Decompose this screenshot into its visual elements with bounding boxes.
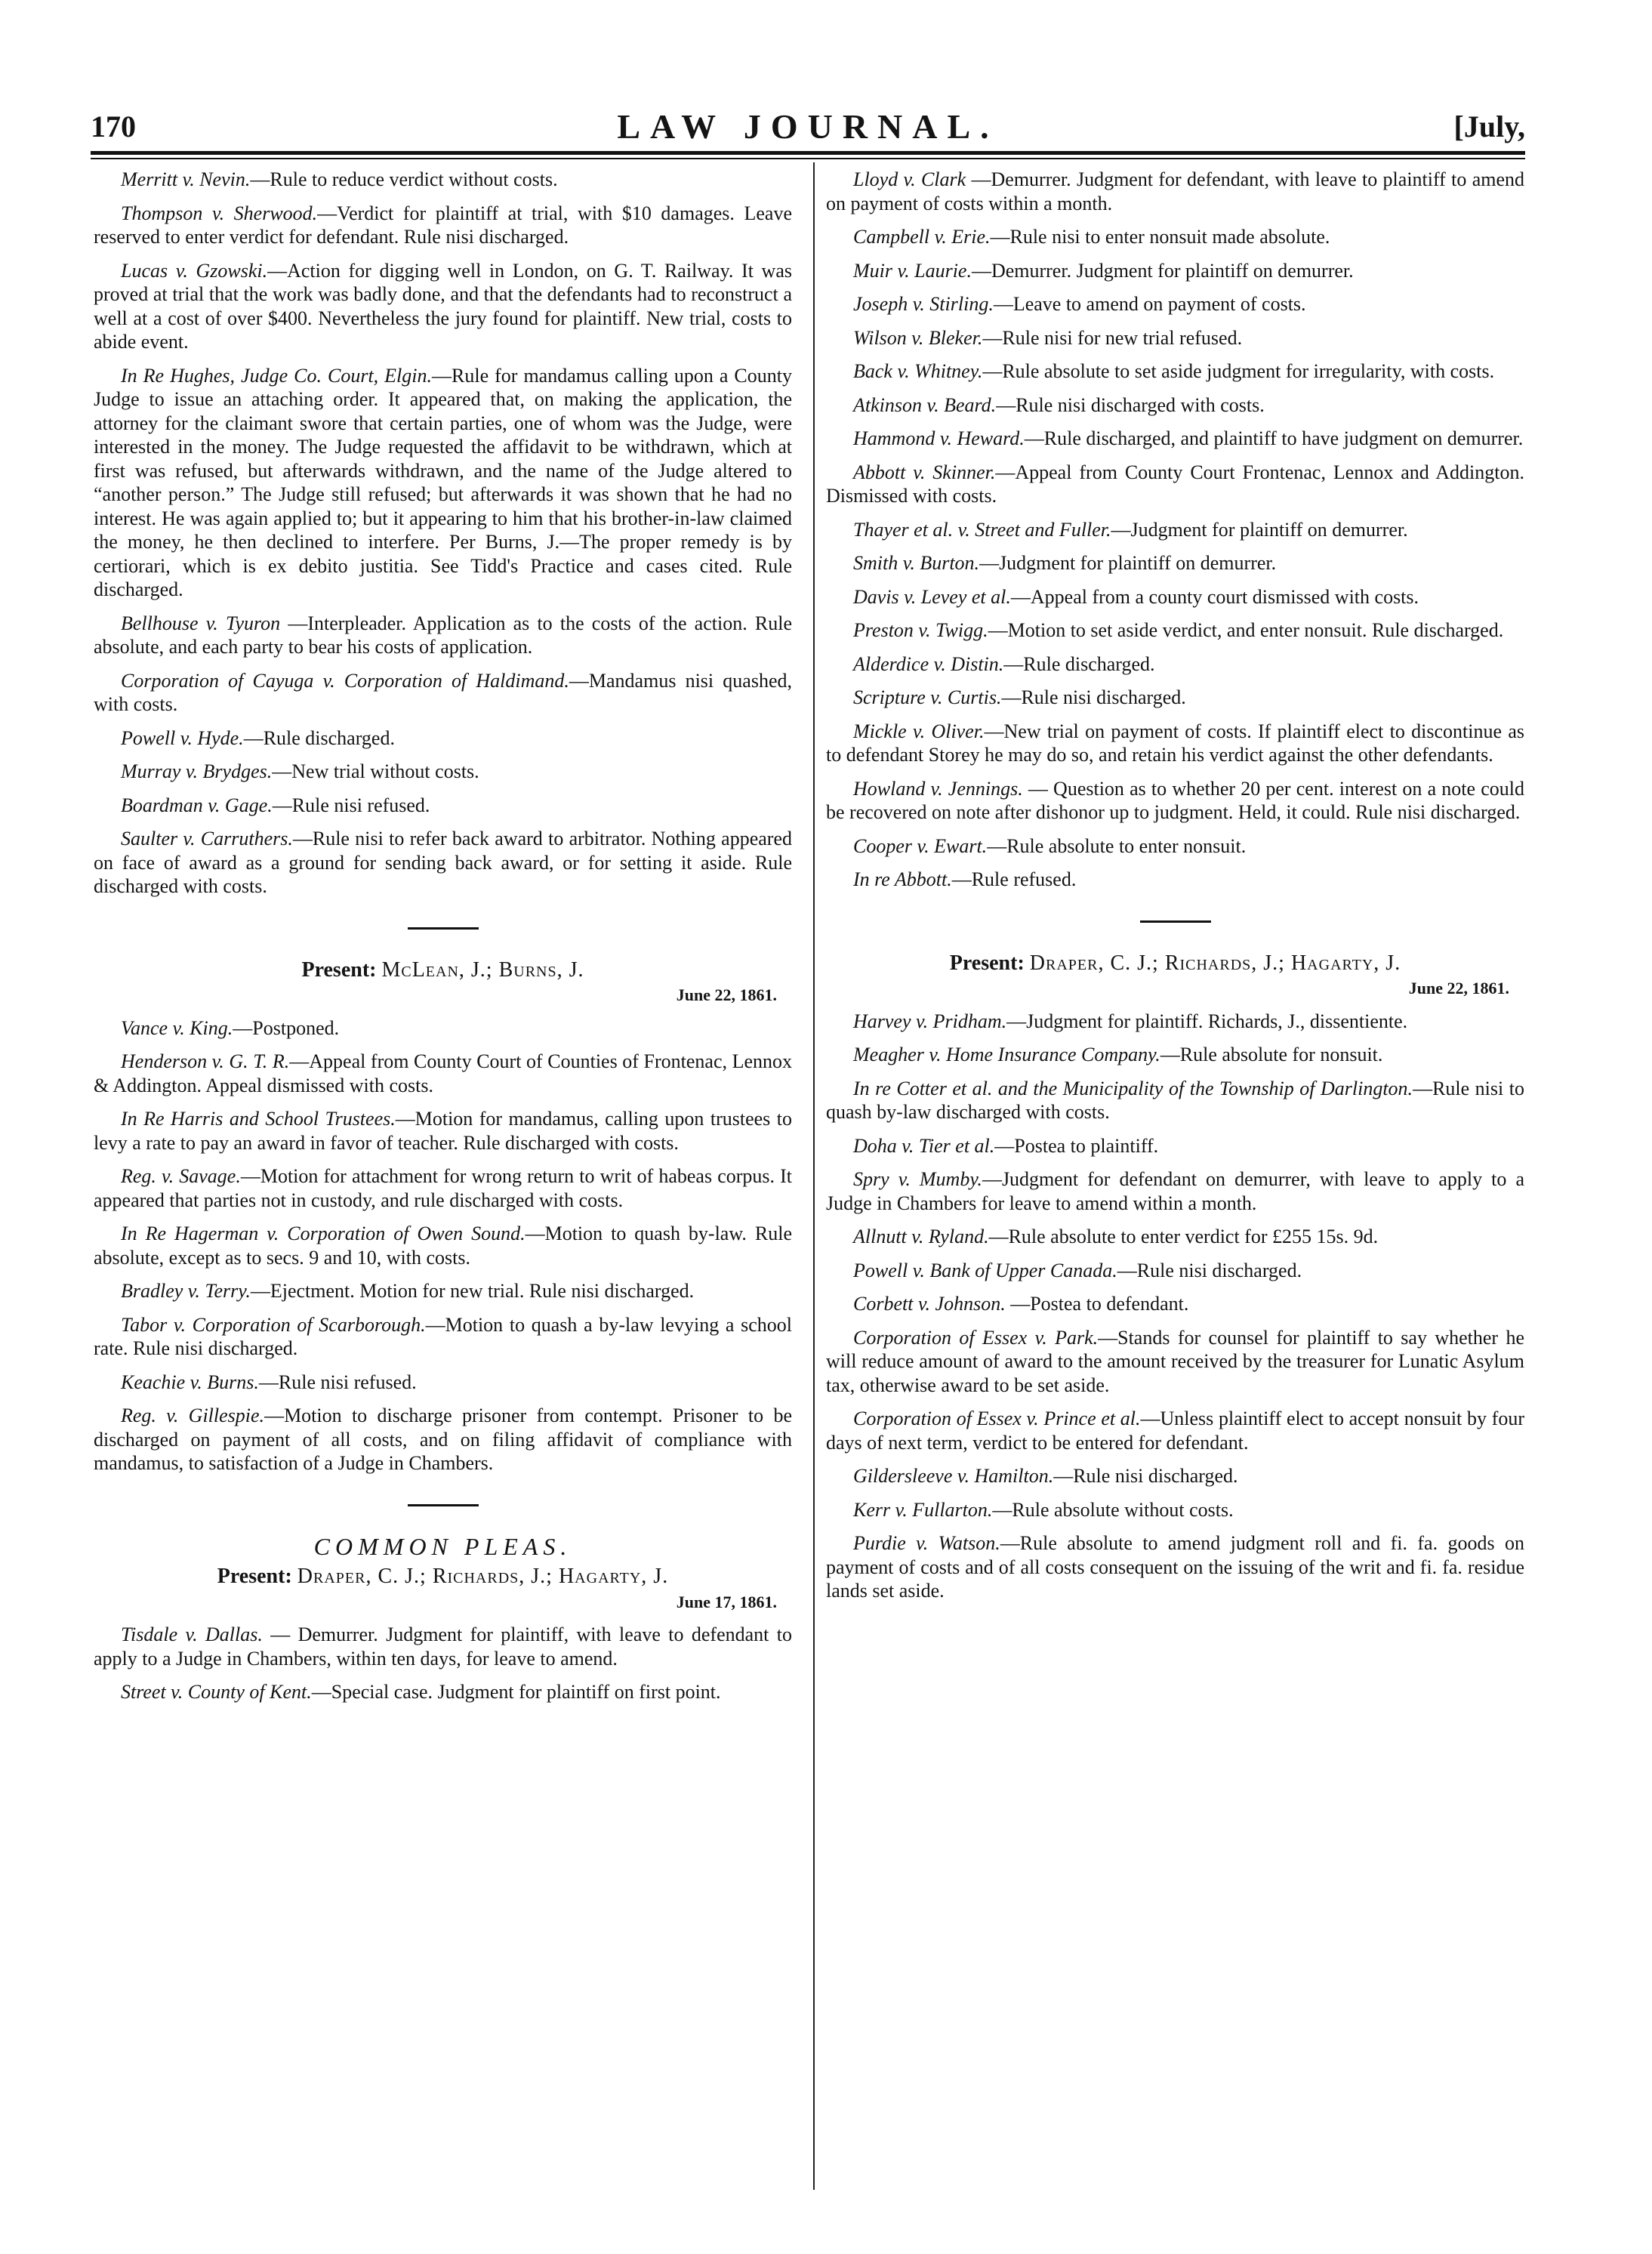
case-ruling: —Special case. Judgment for plaintiff on first point. — [311, 1681, 721, 1703]
case-entry — [826, 1464, 1524, 1488]
case-ruling: —Motion to quash by-law. Rule absolute, except as to secs. 9 and 10, with costs. — [94, 1223, 793, 1269]
running-month: [July, — [1453, 109, 1525, 143]
case-entry — [94, 827, 792, 899]
session-date: June 22, 1861. — [676, 985, 777, 1004]
case-entry — [94, 669, 792, 717]
case-name: Street v. County of Kent. — [121, 1681, 312, 1703]
case-entry — [826, 777, 1524, 825]
case-name: Mickle v. Oliver. — [853, 720, 985, 742]
case-name: Atkinson v. Beard. — [853, 393, 997, 416]
case-ruling: —Appeal from County Court of Counties of Frontenac, Lennox & Addington. Appeal dismissed with costs. — [94, 1050, 792, 1096]
present-judges: Draper, C. J.; Richards, J.; Hagarty, J. — [1029, 951, 1401, 975]
case-name: Bellhouse v. Tyuron — [121, 612, 281, 634]
case-name: Allnutt v. Ryland. — [853, 1226, 989, 1247]
case-name: Howland v. Jennings. — [853, 777, 1023, 800]
case-ruling: —Rule absolute to enter verdict for £255 15s. 9d. — [988, 1226, 1379, 1247]
case-ruling: —Motion to set aside verdict, and enter nonsuit. Rule discharged. — [988, 619, 1504, 641]
case-ruling: —New trial on payment of costs. If plaintiff elect to discontinue as to defendant Storey he may do so, and retain his verdict against the other defendants. — [826, 720, 1524, 766]
case-name: Kerr v. Fullarton. — [853, 1498, 993, 1521]
section-separator — [408, 927, 479, 930]
case-entry — [94, 1279, 792, 1303]
entry-group — [94, 168, 792, 899]
case-name: Lloyd v. Clark — [853, 168, 966, 190]
section-separator — [408, 1504, 479, 1506]
case-name: Corporation of Cayuga v. Corporation of Haldimand. — [121, 669, 569, 692]
case-name: Meagher v. Home Insurance Company. — [853, 1044, 1160, 1065]
case-ruling: —Judgment for plaintiff on demurrer. — [979, 552, 1277, 574]
case-entry — [94, 794, 792, 818]
case-name: In re Cotter et al. and the Municipality of the Township of Darlington. — [853, 1077, 1413, 1099]
case-ruling: —Rule nisi to refer back award to arbitrator. Nothing appeared on face of award as a ground for sending back award, or for setting it aside. Rule discharged with costs. — [94, 828, 792, 897]
case-name: Joseph v. Stirling. — [853, 293, 994, 315]
present-label: Present: — [301, 957, 377, 982]
case-ruling: —Rule absolute to set aside judgment for irregularity, with costs. — [982, 360, 1495, 382]
case-ruling: —Rule absolute to enter nonsuit. — [987, 834, 1247, 857]
case-ruling: —Rule absolute to amend judgment roll and fi. fa. goods on payment of costs and of all costs consequent on the issuing of the writ and fi. fa. residue lands set aside. — [826, 1532, 1524, 1602]
case-ruling: —Postponed. — [233, 1016, 340, 1039]
present-line — [826, 951, 1524, 976]
present-line — [94, 1565, 792, 1589]
case-ruling: —Motion to quash a by-law levying a school rate. Rule nisi discharged. — [94, 1313, 792, 1359]
case-entry — [826, 1010, 1524, 1034]
case-name: Henderson v. G. T. R. — [121, 1050, 290, 1072]
present-judges: McLean, J.; Burns, J. — [381, 957, 584, 982]
case-name: Vance v. King. — [121, 1016, 233, 1039]
case-entry — [826, 461, 1524, 508]
case-entry — [826, 225, 1524, 249]
present-judges: Draper, C. J.; Richards, J.; Hagarty, J. — [297, 1565, 669, 1588]
case-entry — [826, 652, 1524, 677]
case-ruling: — Demurrer. Judgment for plaintiff, with leave to defendant to apply to a Judge in Chambers, within ten days, for leave to amend. — [94, 1623, 792, 1670]
case-ruling: —Rule to reduce verdict without costs. — [250, 168, 558, 190]
case-name: Powell v. Bank of Upper Canada. — [853, 1259, 1117, 1281]
left-column — [94, 168, 792, 1714]
case-ruling: —Demurrer. Judgment for plaintiff on demurrer. — [971, 259, 1354, 282]
case-name: Boardman v. Gage. — [121, 794, 273, 816]
case-entry — [94, 202, 792, 249]
case-ruling: —Rule nisi discharged. — [1117, 1259, 1302, 1281]
entry-group — [94, 1016, 792, 1475]
case-entry — [826, 1498, 1524, 1522]
case-ruling: —Stands for counsel for plaintiff to say whether he will reduce amount of award to the amount received by the treasurer for Lunatic Asylum tax, otherwise award to be set aside. — [826, 1326, 1524, 1396]
case-name: Wilson v. Bleker. — [853, 326, 983, 349]
case-entry — [826, 720, 1524, 767]
case-entry — [826, 618, 1524, 643]
case-entry — [826, 1326, 1524, 1398]
case-ruling: —Rule nisi refused. — [258, 1371, 417, 1393]
case-ruling: —Rule discharged, and plaintiff to have judgment on demurrer. — [1024, 427, 1524, 449]
entry-group — [826, 168, 1524, 892]
case-ruling: —Rule nisi discharged. — [1001, 686, 1186, 708]
case-entry — [826, 1292, 1524, 1316]
case-name: Muir v. Laurie. — [853, 259, 972, 282]
case-ruling: —Rule discharged. — [1003, 652, 1155, 675]
session-date: June 17, 1861. — [676, 1592, 777, 1611]
case-entry — [826, 359, 1524, 384]
case-ruling: — Question as to whether 20 per cent. interest on a note could be recovered on note after dishonor up to judgment. Held, it could. Rule nisi discharged. — [826, 777, 1524, 823]
case-entry — [826, 393, 1524, 418]
case-ruling: —Rule nisi to enter nonsuit made absolute. — [990, 226, 1330, 248]
case-name: Lucas v. Gzowski. — [121, 259, 268, 282]
case-ruling: —Appeal from County Court Frontenac, Lennox and Addington. Dismissed with costs. — [826, 461, 1525, 507]
case-entry — [94, 1623, 792, 1670]
case-name: Reg. v. Gillespie. — [121, 1405, 265, 1426]
case-entry — [826, 1134, 1524, 1158]
case-name: Campbell v. Erie. — [853, 226, 991, 248]
case-entry — [826, 427, 1524, 451]
case-ruling: —Rule refused. — [951, 868, 1077, 890]
journal-title: LAW JOURNAL. — [617, 107, 999, 146]
case-name: Reg. v. Savage. — [121, 1165, 241, 1187]
case-entry — [826, 1259, 1524, 1283]
case-name: Tabor v. Corporation of Scarborough. — [121, 1313, 426, 1336]
case-name: Thompson v. Sherwood. — [121, 202, 318, 224]
case-ruling: —Rule absolute without costs. — [992, 1498, 1234, 1521]
case-name: Corporation of Essex v. Park. — [853, 1326, 1099, 1349]
case-name: In Re Hagerman v. Corporation of Owen Sound. — [121, 1223, 525, 1244]
case-name: Abbott v. Skinner. — [853, 461, 996, 483]
case-ruling: —Ejectment. Motion for new trial. Rule nisi discharged. — [250, 1280, 695, 1302]
case-entry — [94, 1164, 792, 1212]
case-ruling: —Mandamus nisi quashed, with costs. — [94, 669, 792, 715]
case-entry — [826, 834, 1524, 859]
case-name: Murray v. Brydges. — [121, 760, 273, 782]
case-entry — [826, 518, 1524, 542]
case-name: Saulter v. Carruthers. — [121, 828, 293, 849]
header-rule-thin — [91, 158, 1525, 159]
case-name: Harvey v. Pridham. — [853, 1010, 1007, 1032]
entry-group — [826, 1010, 1524, 1603]
case-ruling: —Postea to plaintiff. — [994, 1134, 1159, 1157]
case-entry — [826, 1407, 1524, 1454]
case-entry — [94, 1404, 792, 1475]
case-entry — [94, 726, 792, 751]
case-entry — [94, 612, 792, 659]
case-entry — [94, 1222, 792, 1269]
case-entry — [94, 1107, 792, 1155]
case-entry — [94, 364, 792, 602]
session-date: June 22, 1861. — [1408, 979, 1509, 997]
case-entry — [826, 259, 1524, 283]
case-ruling: —Appeal from a county court dismissed with costs. — [1010, 585, 1419, 608]
case-name: Cooper v. Ewart. — [853, 834, 988, 857]
case-name: Purdie v. Watson. — [853, 1532, 1000, 1554]
case-ruling: —Verdict for plaintiff at trial, with $10 damages. Leave reserved to enter verdict for defendant. Rule nisi discharged. — [94, 202, 792, 248]
section-title: COMMON PLEAS. — [313, 1532, 572, 1560]
case-name: Davis v. Levey et al. — [853, 585, 1011, 608]
case-entry — [826, 585, 1524, 609]
case-ruling: —Motion for attachment for wrong return to writ of habeas corpus. It appeared that parties not in custody, and rule discharged with costs. — [94, 1165, 793, 1211]
case-ruling: —Postea to defendant. — [1005, 1293, 1189, 1315]
case-name: Preston v. Twigg. — [853, 619, 988, 641]
case-name: Corporation of Essex v. Prince et al. — [853, 1408, 1141, 1429]
case-name: Back v. Whitney. — [853, 360, 983, 382]
header-rule — [91, 151, 1525, 155]
present-label: Present: — [217, 1565, 292, 1588]
case-name: In re Abbott. — [853, 868, 952, 890]
case-entry — [826, 1531, 1524, 1603]
case-name: Alderdice v. Distin. — [853, 652, 1004, 675]
section-separator — [1140, 920, 1211, 923]
case-name: Tisdale v. Dallas. — [121, 1623, 263, 1645]
present-label: Present: — [949, 951, 1025, 975]
case-ruling: —Judgment for plaintiff on demurrer. — [1111, 518, 1408, 541]
present-line — [94, 958, 792, 982]
case-name: Powell v. Hyde. — [121, 726, 244, 749]
case-name: Keachie v. Burns. — [121, 1371, 259, 1393]
case-ruling: —Judgment for plaintiff. Richards, J., dissentiente. — [1006, 1010, 1408, 1032]
case-ruling: —Leave to amend on payment of costs. — [993, 293, 1306, 315]
case-name: Bradley v. Terry. — [121, 1280, 251, 1302]
column-divider — [813, 162, 815, 2190]
case-name: Thayer et al. v. Street and Fuller. — [853, 518, 1111, 541]
case-ruling: —Rule nisi refused. — [272, 794, 430, 816]
case-name: Doha v. Tier et al. — [853, 1134, 995, 1157]
case-ruling: —Motion for mandamus, calling upon trustees to levy a rate to pay an award in favor of teacher. Rule discharged with costs. — [94, 1108, 792, 1154]
case-entry — [826, 292, 1524, 316]
case-name: In Re Hughes, Judge Co. Court, Elgin. — [121, 364, 433, 387]
case-entry — [94, 1680, 792, 1704]
case-entry — [826, 551, 1524, 575]
case-entry — [826, 1077, 1524, 1124]
case-ruling: —Judgment for defendant on demurrer, with leave to apply to a Judge in Chambers for leave to amend within a month. — [826, 1168, 1525, 1214]
entry-group — [94, 1623, 792, 1704]
case-entry — [94, 1313, 792, 1361]
right-column — [826, 168, 1524, 1613]
case-ruling: —Rule nisi for new trial refused. — [982, 326, 1243, 349]
case-ruling: —New trial without costs. — [272, 760, 479, 782]
case-ruling: —Motion to discharge prisoner from contempt. Prisoner to be discharged on payment of all costs, and on filing affidavit of compliance with mandamus, to satisfaction of a Judge in Chambers. — [94, 1405, 793, 1474]
page-header — [91, 104, 1525, 150]
case-name: Scripture v. Curtis. — [853, 686, 1002, 708]
page-number: 170 — [91, 109, 136, 143]
case-ruling: —Unless plaintiff elect to accept nonsuit by four days of next term, verdict to be entered for defendant. — [826, 1408, 1524, 1454]
case-name: Corbett v. Johnson. — [853, 1293, 1006, 1315]
case-entry — [826, 1167, 1524, 1215]
case-entry — [94, 760, 792, 784]
case-name: Smith v. Burton. — [853, 552, 980, 574]
case-entry — [826, 686, 1524, 710]
case-ruling: —Rule discharged. — [243, 726, 395, 749]
case-name: In Re Harris and School Trustees. — [121, 1108, 396, 1130]
case-ruling: —Rule for mandamus calling upon a County Judge to issue an attaching order. It appeared that, on making the application, the attorney for the claimant swore that certain parties, one of whom was the Judge, were interested in the money. The Judge requested the affidavit to be withdrawn, which at first was refused, but afterwards withdrawn, and the name of the Judge altered to “another person.” The Judge still refused; but afterwards it was shown that he had no interest. He was again applied to; but it appearing to him that his brother-in-law claimed the money, he then declined to interfere. Per Burns, J.—The proper remedy is by certiorari, which is ex debito justitia. See Tidd's Practice and cases cited. Rule discharged. — [94, 364, 792, 600]
case-ruling: —Rule nisi discharged. — [1053, 1465, 1238, 1487]
case-ruling: —Interpleader. Application as to the costs of the action. Rule absolute, and each party to bear his costs of application. — [94, 612, 792, 658]
case-name: Hammond v. Heward. — [853, 427, 1025, 449]
case-entry — [94, 1371, 792, 1395]
case-entry — [94, 1016, 792, 1041]
case-entry — [826, 868, 1524, 892]
case-ruling: —Rule absolute for nonsuit. — [1160, 1044, 1383, 1065]
case-name: Spry v. Mumby. — [853, 1168, 982, 1190]
case-entry — [826, 1225, 1524, 1249]
case-entry — [94, 259, 792, 354]
case-entry — [94, 1050, 792, 1097]
case-ruling: —Rule nisi discharged with costs. — [996, 393, 1265, 416]
case-name: Gildersleeve v. Hamilton. — [853, 1465, 1054, 1487]
case-entry — [94, 168, 792, 192]
case-entry — [826, 168, 1524, 215]
case-ruling: —Demurrer. Judgment for defendant, with leave to plaintiff to amend on payment of costs within a month. — [826, 168, 1524, 214]
case-ruling: —Action for digging well in London, on G. T. Railway. It was proved at trial that the work was badly done, and that the defendants had to reconstruct a well at a cost of over $400. Nevertheless the jury found for plaintiff. New trial, costs to abide event. — [94, 259, 792, 353]
case-entry — [826, 326, 1524, 350]
case-name: Merritt v. Nevin. — [121, 168, 251, 190]
case-entry — [826, 1043, 1524, 1067]
case-ruling: —Rule nisi to quash by-law discharged with costs. — [826, 1077, 1524, 1123]
